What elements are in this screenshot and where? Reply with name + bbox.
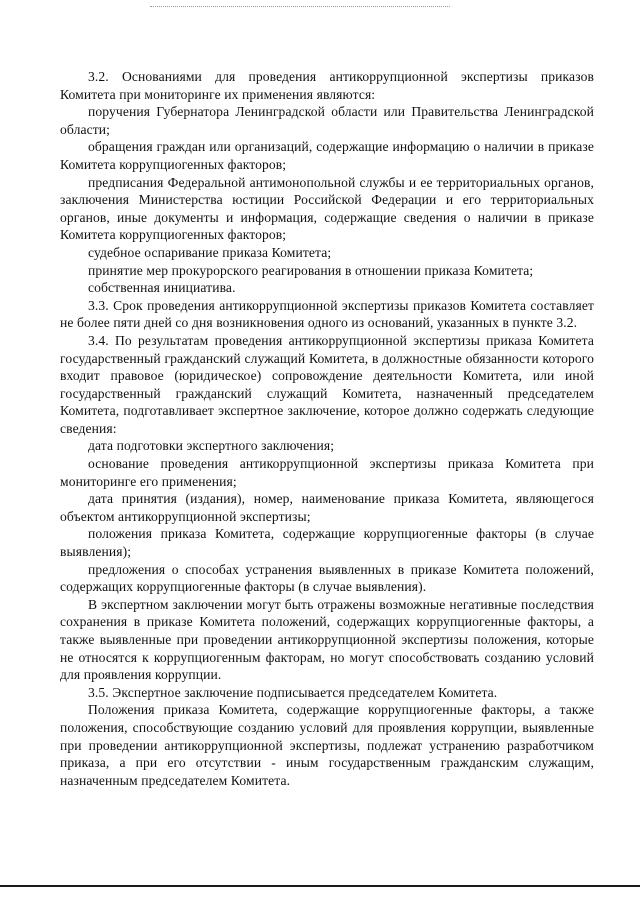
list-item-governor-order: поручения Губернатора Ленинградской области или Правительства Ленинградской области; [60,104,594,137]
list-item-own-initiative: собственная инициатива. [88,280,236,296]
paragraph-3-3: 3.3. Срок проведения антикоррупционной экспертизы приказов Комитета составляет не более пяти дней со дня возникновения одного из оснований, указанных в пункте 3.2. [60,297,594,331]
list-item-expertise-basis: основание проведения антикоррупционной экспертизы приказа Комитета при мониторинге его применения; [60,456,594,489]
document-body [60,68,594,789]
scan-top-edge [150,6,450,9]
paragraph-3-4: 3.4. По результатам проведения антикоррупционной экспертизы приказа Комитета государственный гражданский служащий Комитета, в должностные обязанности которого входит правовое (юридическое) сопровождение деятельности Комитета, или иной государственный гражданский служащий Комитета, назначенный председателем Комитета, подготавливает экспертное заключение, которое должно содержать следующие сведения: [60,332,594,436]
list-item-prosecutor-response: принятие мер прокурорского реагирования в отношении приказа Комитета; [88,262,534,278]
list-item-corruption-provisions: положения приказа Комитета, содержащие коррупциогенные факторы (в случае выявления); [60,526,594,560]
list-item-antimonopoly-orders: предписания Федеральной антимонопольной службы и ее территориальных органов, заключения Министерства юстиции Российской Федерации и его территориальных органов, иные документы и информация, содержащие сведения о наличии в приказе Комитета коррупциогенных факторов; [60,174,594,243]
list-item-elimination-proposals: предложения о способах устранения выявленных в приказе Комитета положений, содержащих коррупциогенные факторы (в случае выявления). [60,561,594,595]
paragraph-3-5: 3.5. Экспертное заключение подписывается председателем Комитета. [88,684,498,700]
paragraph-elimination: Положения приказа Комитета, содержащие коррупциогенные факторы, а также положения, способствующие созданию условий для проявления коррупции, выявленные при проведении антикоррупционной экспертизы, подлежат устранению разработчиком приказа, а при его отсутствии - иным государственным гражданским служащим, назначенным председателем Комитета. [60,702,594,788]
paragraph-3-2: 3.2. Основаниями для проведения антикоррупционной экспертизы приказов Комитета при мониторинге их применения являются: [60,69,594,102]
list-item-preparation-date: дата подготовки экспертного заключения; [88,438,335,454]
list-item-citizen-appeals: обращения граждан или организаций, содержащие информацию о наличии в приказе Комитета коррупциогенных факторов; [60,139,594,172]
list-item-order-details: дата принятия (издания), номер, наименование приказа Комитета, являющегося объектом антикоррупционной экспертизы; [60,491,594,524]
paragraph-negative-consequences: В экспертном заключении могут быть отражены возможные негативные последствия сохранения в приказе Комитета положений, содержащих коррупциогенные факторы, а также выявленные при проведении антикоррупционной экспертизы положения, которые не относятся к коррупциогенным факторам, но могут способствовать созданию условий для проявления коррупции. [60,596,594,683]
scan-bottom-edge [0,885,640,887]
list-item-court-challenge: судебное оспаривание приказа Комитета; [88,244,332,260]
